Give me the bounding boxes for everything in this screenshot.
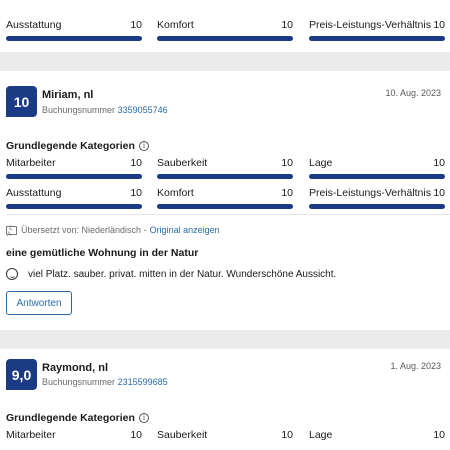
reviewer-name: Miriam, nl xyxy=(42,89,94,101)
category-label: Ausstattung xyxy=(6,187,62,199)
show-original-link[interactable]: Original anzeigen xyxy=(149,225,220,235)
category-value: 10 xyxy=(281,157,293,169)
section-title xyxy=(6,140,149,152)
category-bar xyxy=(6,204,142,209)
translated-label: Übersetzt von: Niederländisch - xyxy=(21,225,147,235)
category-ausstattung xyxy=(6,19,142,41)
booking-label: Buchungsnummer xyxy=(42,377,116,387)
reviewer-name: Raymond, nl xyxy=(42,362,109,374)
category-value: 10 xyxy=(433,429,445,441)
category-lage xyxy=(309,429,445,443)
category-value: 10 xyxy=(130,157,142,169)
category-ausstattung xyxy=(6,187,142,209)
divider xyxy=(6,214,450,215)
reply-button[interactable]: Antworten xyxy=(6,291,72,315)
category-bar xyxy=(309,204,445,209)
info-icon[interactable]: i xyxy=(139,141,149,151)
category-label: Komfort xyxy=(157,19,194,31)
booking-number-link[interactable]: 3359055746 xyxy=(117,105,168,115)
category-value: 10 xyxy=(281,19,293,31)
category-lage xyxy=(309,157,445,179)
translation-note xyxy=(6,225,220,238)
category-bar xyxy=(6,36,142,41)
booking-number xyxy=(42,377,168,387)
category-value: 10 xyxy=(130,187,142,199)
category-value: 10 xyxy=(130,429,142,441)
category-bar xyxy=(157,36,293,41)
review-card-miriam xyxy=(0,71,450,330)
category-label: Preis-Leistungs-Verhältnis xyxy=(309,19,431,31)
category-label: Sauberkeit xyxy=(157,429,208,441)
section-title-text: Grundlegende Kategorien xyxy=(6,412,135,424)
review-date: 1. Aug. 2023 xyxy=(390,361,441,371)
smiley-icon xyxy=(6,268,18,280)
review-title: eine gemütliche Wohnung in der Natur xyxy=(6,247,199,259)
category-label: Lage xyxy=(309,157,333,169)
review-score-badge: 9,0 xyxy=(6,359,37,390)
category-value: 10 xyxy=(281,187,293,199)
category-label: Mitarbeiter xyxy=(6,429,56,441)
category-label: Preis-Leistungs-Verhältnis xyxy=(309,187,431,199)
category-label: Komfort xyxy=(157,187,194,199)
category-value: 10 xyxy=(281,429,293,441)
section-title xyxy=(6,412,149,424)
category-label: Mitarbeiter xyxy=(6,157,56,169)
category-label: Sauberkeit xyxy=(157,157,208,169)
review-text: viel Platz. sauber. privat. mitten in der Natur. Wunderschöne Aussicht. xyxy=(28,268,337,280)
category-bar xyxy=(157,174,293,179)
category-value: 10 xyxy=(433,19,445,31)
category-bar xyxy=(309,174,445,179)
category-mitarbeiter xyxy=(6,157,142,179)
translate-icon: 文A xyxy=(6,226,17,235)
booking-number xyxy=(42,105,168,115)
category-value: 10 xyxy=(433,157,445,169)
category-value: 10 xyxy=(433,187,445,199)
category-sauberkeit xyxy=(157,157,293,179)
info-icon[interactable]: i xyxy=(139,413,149,423)
review-text-positive xyxy=(6,268,336,280)
category-komfort xyxy=(157,19,293,41)
review-score-badge: 10 xyxy=(6,86,37,117)
category-label: Lage xyxy=(309,429,333,441)
booking-number-link[interactable]: 2315599685 xyxy=(117,377,168,387)
category-komfort xyxy=(157,187,293,209)
category-value: 10 xyxy=(130,19,142,31)
review-card-partial xyxy=(0,0,450,52)
section-title-text: Grundlegende Kategorien xyxy=(6,140,135,152)
category-preis-leistung xyxy=(309,187,445,209)
category-sauberkeit xyxy=(157,429,293,443)
category-mitarbeiter xyxy=(6,429,142,443)
category-bar xyxy=(6,174,142,179)
booking-label: Buchungsnummer xyxy=(42,105,116,115)
category-bar xyxy=(157,204,293,209)
review-date: 10. Aug. 2023 xyxy=(385,88,441,98)
review-card-raymond xyxy=(0,349,450,450)
category-bar xyxy=(309,36,445,41)
category-preis-leistung xyxy=(309,19,445,41)
category-label: Ausstattung xyxy=(6,19,62,31)
